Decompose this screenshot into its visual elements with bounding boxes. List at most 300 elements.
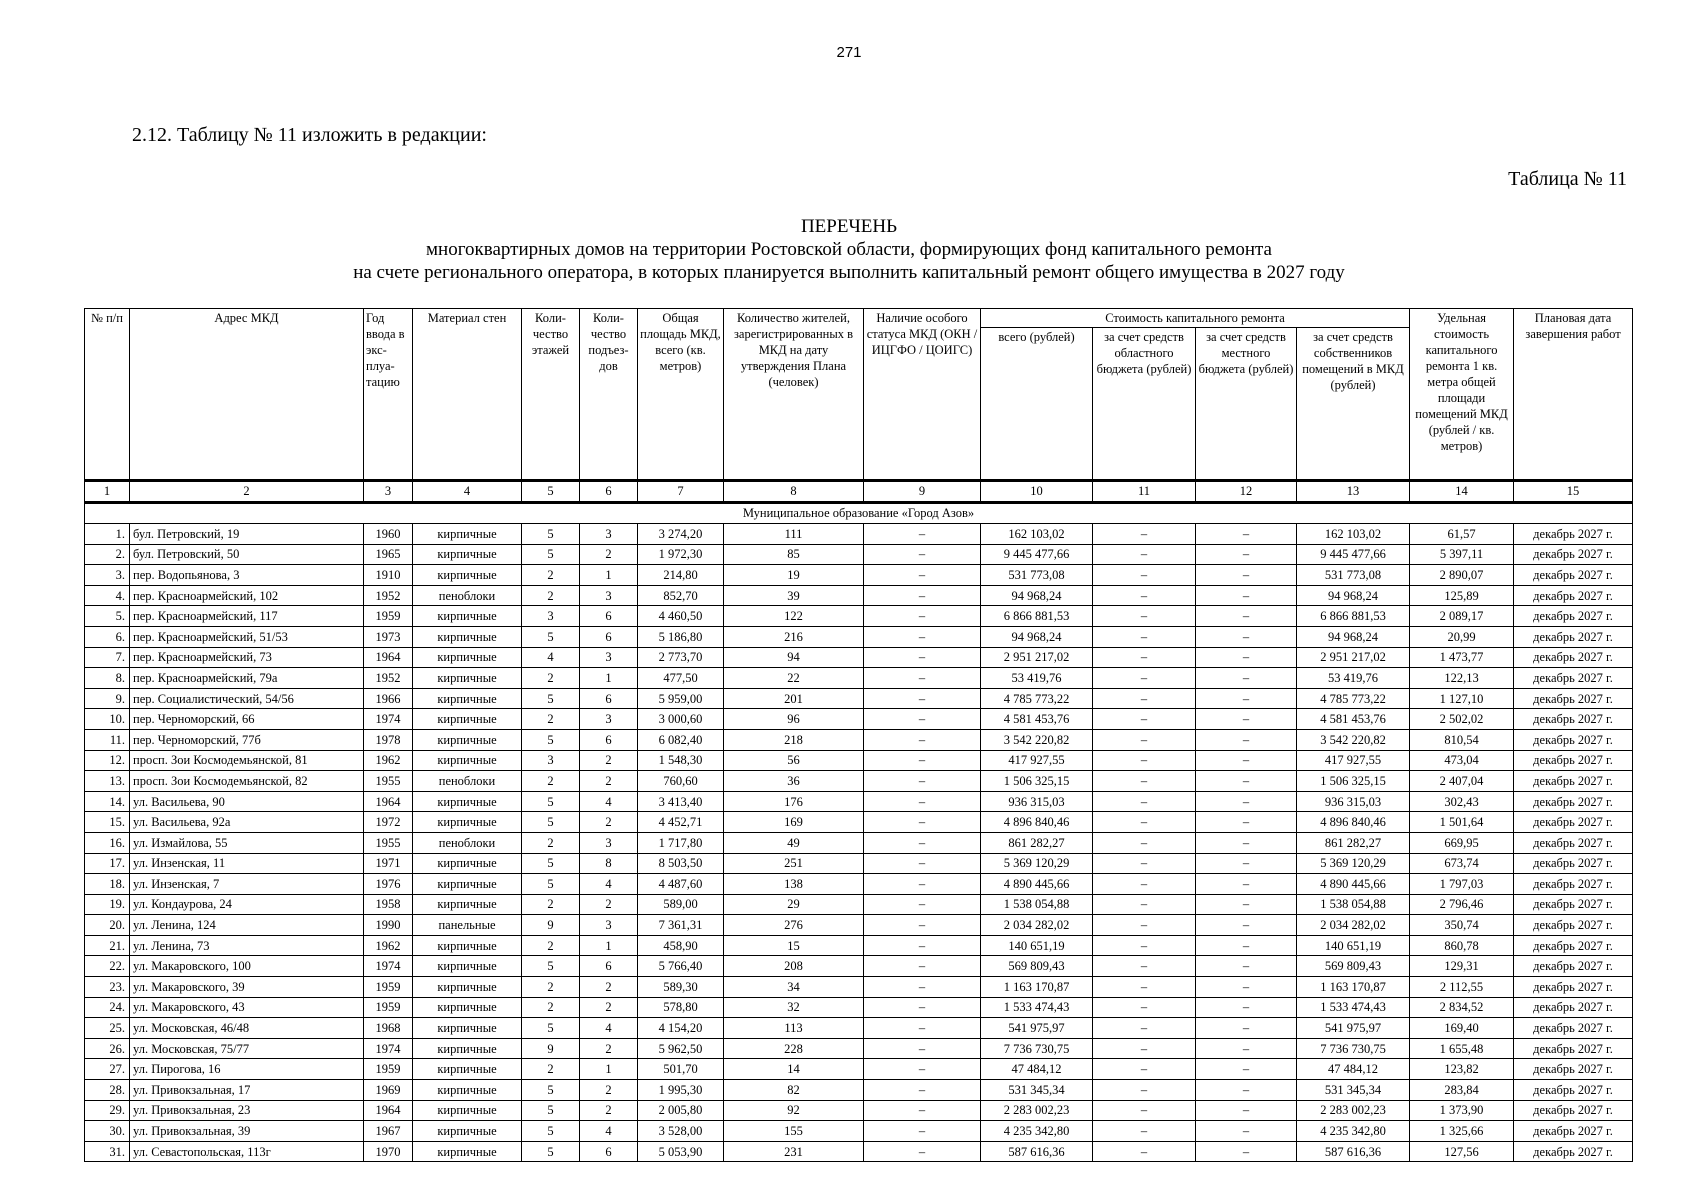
cell-completion-date: декабрь 2027 г. — [1514, 647, 1633, 668]
cell-total-area: 5 962,50 — [638, 1038, 724, 1059]
cell-total-area: 6 082,40 — [638, 729, 724, 750]
cell-special-status: – — [864, 997, 981, 1018]
cell-floors: 2 — [522, 585, 580, 606]
cell-special-status: – — [864, 853, 981, 874]
table-row — [85, 977, 1633, 998]
cell-cost-owners: 4 785 773,22 — [1297, 688, 1410, 709]
cell-cost-local: – — [1196, 1018, 1297, 1039]
cell-year-built: 1910 — [364, 565, 413, 586]
cell-cost-local: – — [1196, 791, 1297, 812]
cell-special-status: – — [864, 668, 981, 689]
cell-year-built: 1959 — [364, 977, 413, 998]
cell-unit-cost: 1 797,03 — [1410, 874, 1514, 895]
cell-special-status: – — [864, 791, 981, 812]
cell-cost-local: – — [1196, 709, 1297, 730]
header-special-status: Наличие особого статуса МКД (ОКН / ИЦГФО / ЦОИГС) — [864, 309, 981, 481]
table-row — [85, 853, 1633, 874]
column-number: 8 — [724, 481, 864, 503]
cell-entrances: 3 — [580, 832, 638, 853]
cell-cost-local: – — [1196, 729, 1297, 750]
table-row — [85, 544, 1633, 565]
cell-entrances: 2 — [580, 1080, 638, 1101]
column-number: 15 — [1514, 481, 1633, 503]
cell-row-number: 9. — [85, 688, 130, 709]
cell-address: пер. Черноморский, 77б — [130, 729, 364, 750]
cell-completion-date: декабрь 2027 г. — [1514, 894, 1633, 915]
cell-residents: 39 — [724, 585, 864, 606]
cell-cost-regional: – — [1093, 1038, 1196, 1059]
cell-cost-total: 6 866 881,53 — [981, 606, 1093, 627]
cell-cost-local: – — [1196, 771, 1297, 792]
table-row — [85, 668, 1633, 689]
cell-unit-cost: 2 796,46 — [1410, 894, 1514, 915]
cell-residents: 216 — [724, 626, 864, 647]
table-row — [85, 585, 1633, 606]
cell-wall-material: кирпичные — [413, 997, 522, 1018]
cell-year-built: 1978 — [364, 729, 413, 750]
cell-special-status: – — [864, 750, 981, 771]
cell-residents: 22 — [724, 668, 864, 689]
table-row — [85, 791, 1633, 812]
cell-cost-total: 4 581 453,76 — [981, 709, 1093, 730]
cell-address: пер. Красноармейский, 73 — [130, 647, 364, 668]
cell-completion-date: декабрь 2027 г. — [1514, 729, 1633, 750]
cell-cost-regional: – — [1093, 791, 1196, 812]
cell-unit-cost: 20,99 — [1410, 626, 1514, 647]
column-number: 1 — [85, 481, 130, 503]
cell-floors: 5 — [522, 524, 580, 545]
cell-cost-total: 4 890 445,66 — [981, 874, 1093, 895]
cell-residents: 15 — [724, 935, 864, 956]
cell-cost-total: 1 533 474,43 — [981, 997, 1093, 1018]
cell-special-status: – — [864, 606, 981, 627]
cell-residents: 176 — [724, 791, 864, 812]
cell-completion-date: декабрь 2027 г. — [1514, 688, 1633, 709]
cell-unit-cost: 1 473,77 — [1410, 647, 1514, 668]
cell-cost-local: – — [1196, 935, 1297, 956]
table-row — [85, 750, 1633, 771]
cell-special-status: – — [864, 524, 981, 545]
cell-entrances: 1 — [580, 668, 638, 689]
cell-entrances: 4 — [580, 1018, 638, 1039]
table-row — [85, 626, 1633, 647]
cell-cost-owners: 531 773,08 — [1297, 565, 1410, 586]
cell-entrances: 4 — [580, 1121, 638, 1142]
cell-row-number: 12. — [85, 750, 130, 771]
cell-floors: 2 — [522, 935, 580, 956]
cell-special-status: – — [864, 1141, 981, 1162]
cell-address: ул. Московская, 75/77 — [130, 1038, 364, 1059]
cell-completion-date: декабрь 2027 г. — [1514, 935, 1633, 956]
cell-cost-owners: 3 542 220,82 — [1297, 729, 1410, 750]
cell-cost-local: – — [1196, 544, 1297, 565]
cell-row-number: 17. — [85, 853, 130, 874]
cell-entrances: 2 — [580, 771, 638, 792]
cell-address: бул. Петровский, 50 — [130, 544, 364, 565]
cell-residents: 29 — [724, 894, 864, 915]
cell-address: пер. Красноармейский, 51/53 — [130, 626, 364, 647]
cell-floors: 5 — [522, 1141, 580, 1162]
cell-wall-material: пеноблоки — [413, 771, 522, 792]
cell-wall-material: панельные — [413, 915, 522, 936]
cell-cost-total: 569 809,43 — [981, 956, 1093, 977]
table-row — [85, 874, 1633, 895]
cell-cost-local: – — [1196, 874, 1297, 895]
cell-address: ул. Макаровского, 100 — [130, 956, 364, 977]
header-residents: Количество жителей, зарегистрированных в МКД на дату утверждения Плана (человек) — [724, 309, 864, 481]
table-row — [85, 915, 1633, 936]
cell-wall-material: кирпичные — [413, 524, 522, 545]
cell-year-built: 1952 — [364, 585, 413, 606]
table-row — [85, 997, 1633, 1018]
cell-address: ул. Привокзальная, 39 — [130, 1121, 364, 1142]
header-year: Год ввода в экс-плуа-тацию — [364, 309, 413, 481]
cell-residents: 94 — [724, 647, 864, 668]
cell-year-built: 1959 — [364, 606, 413, 627]
cell-wall-material: кирпичные — [413, 1080, 522, 1101]
cell-cost-owners: 6 866 881,53 — [1297, 606, 1410, 627]
cell-cost-owners: 1 538 054,88 — [1297, 894, 1410, 915]
cell-total-area: 4 154,20 — [638, 1018, 724, 1039]
cell-cost-local: – — [1196, 956, 1297, 977]
document-title — [0, 215, 1698, 284]
cell-address: пер. Черноморский, 66 — [130, 709, 364, 730]
cell-row-number: 25. — [85, 1018, 130, 1039]
cell-row-number: 23. — [85, 977, 130, 998]
cell-floors: 2 — [522, 977, 580, 998]
cell-wall-material: кирпичные — [413, 1059, 522, 1080]
table-row — [85, 565, 1633, 586]
cell-entrances: 2 — [580, 544, 638, 565]
cell-special-status: – — [864, 1080, 981, 1101]
cell-address: ул. Макаровского, 39 — [130, 977, 364, 998]
cell-completion-date: декабрь 2027 г. — [1514, 524, 1633, 545]
cell-floors: 5 — [522, 626, 580, 647]
cell-total-area: 1 995,30 — [638, 1080, 724, 1101]
table-label: Таблица № 11 — [1508, 168, 1627, 190]
cell-cost-local: – — [1196, 606, 1297, 627]
cell-year-built: 1964 — [364, 647, 413, 668]
cell-year-built: 1962 — [364, 935, 413, 956]
cell-cost-local: – — [1196, 565, 1297, 586]
cell-cost-regional: – — [1093, 524, 1196, 545]
cell-unit-cost: 673,74 — [1410, 853, 1514, 874]
cell-cost-total: 2 951 217,02 — [981, 647, 1093, 668]
cell-row-number: 10. — [85, 709, 130, 730]
cell-entrances: 6 — [580, 606, 638, 627]
cell-wall-material: кирпичные — [413, 791, 522, 812]
cell-residents: 201 — [724, 688, 864, 709]
cell-entrances: 3 — [580, 709, 638, 730]
cell-row-number: 6. — [85, 626, 130, 647]
cell-total-area: 4 487,60 — [638, 874, 724, 895]
cell-address: ул. Ленина, 124 — [130, 915, 364, 936]
cell-wall-material: кирпичные — [413, 688, 522, 709]
cell-entrances: 3 — [580, 585, 638, 606]
cell-residents: 251 — [724, 853, 864, 874]
cell-unit-cost: 2 502,02 — [1410, 709, 1514, 730]
cell-entrances: 2 — [580, 997, 638, 1018]
cell-cost-local: – — [1196, 688, 1297, 709]
cell-cost-owners: 1 163 170,87 — [1297, 977, 1410, 998]
cell-special-status: – — [864, 688, 981, 709]
cell-completion-date: декабрь 2027 г. — [1514, 791, 1633, 812]
cell-row-number: 29. — [85, 1100, 130, 1121]
cell-total-area: 8 503,50 — [638, 853, 724, 874]
cell-total-area: 1 972,30 — [638, 544, 724, 565]
cell-special-status: – — [864, 1059, 981, 1080]
cell-cost-local: – — [1196, 997, 1297, 1018]
cell-cost-owners: 569 809,43 — [1297, 956, 1410, 977]
cell-year-built: 1974 — [364, 709, 413, 730]
cell-floors: 3 — [522, 750, 580, 771]
cell-year-built: 1971 — [364, 853, 413, 874]
cell-cost-regional: – — [1093, 626, 1196, 647]
cell-wall-material: пеноблоки — [413, 585, 522, 606]
cell-cost-local: – — [1196, 585, 1297, 606]
cell-residents: 169 — [724, 812, 864, 833]
cell-residents: 155 — [724, 1121, 864, 1142]
cell-completion-date: декабрь 2027 г. — [1514, 544, 1633, 565]
table-row — [85, 1121, 1633, 1142]
cell-floors: 9 — [522, 915, 580, 936]
cell-cost-local: – — [1196, 1059, 1297, 1080]
header-wall-material: Материал стен — [413, 309, 522, 481]
column-number: 13 — [1297, 481, 1410, 503]
cell-cost-total: 861 282,27 — [981, 832, 1093, 853]
cell-residents: 228 — [724, 1038, 864, 1059]
cell-special-status: – — [864, 832, 981, 853]
cell-wall-material: кирпичные — [413, 935, 522, 956]
cell-cost-regional: – — [1093, 606, 1196, 627]
cell-cost-total: 1 506 325,15 — [981, 771, 1093, 792]
cell-total-area: 589,00 — [638, 894, 724, 915]
cell-cost-regional: – — [1093, 668, 1196, 689]
cell-cost-total: 1 163 170,87 — [981, 977, 1093, 998]
cell-entrances: 1 — [580, 935, 638, 956]
cell-row-number: 27. — [85, 1059, 130, 1080]
cell-cost-regional: – — [1093, 915, 1196, 936]
cell-floors: 5 — [522, 956, 580, 977]
cell-floors: 5 — [522, 1080, 580, 1101]
table-row — [85, 935, 1633, 956]
cell-address: ул. Привокзальная, 23 — [130, 1100, 364, 1121]
cell-cost-total: 94 968,24 — [981, 626, 1093, 647]
cell-cost-total: 2 283 002,23 — [981, 1100, 1093, 1121]
cell-unit-cost: 2 890,07 — [1410, 565, 1514, 586]
cell-residents: 19 — [724, 565, 864, 586]
houses-table — [84, 308, 1633, 1162]
cell-entrances: 4 — [580, 791, 638, 812]
cell-cost-local: – — [1196, 1038, 1297, 1059]
cell-cost-local: – — [1196, 1141, 1297, 1162]
cell-address: ул. Инзенская, 7 — [130, 874, 364, 895]
cell-row-number: 26. — [85, 1038, 130, 1059]
cell-residents: 138 — [724, 874, 864, 895]
cell-unit-cost: 2 834,52 — [1410, 997, 1514, 1018]
cell-unit-cost: 61,57 — [1410, 524, 1514, 545]
cell-cost-total: 5 369 120,29 — [981, 853, 1093, 874]
header-completion-date: Плановая дата завершения работ — [1514, 309, 1633, 481]
cell-cost-owners: 2 951 217,02 — [1297, 647, 1410, 668]
cell-year-built: 1955 — [364, 832, 413, 853]
cell-address: бул. Петровский, 19 — [130, 524, 364, 545]
cell-year-built: 1967 — [364, 1121, 413, 1142]
cell-unit-cost: 169,40 — [1410, 1018, 1514, 1039]
cell-total-area: 3 528,00 — [638, 1121, 724, 1142]
cell-cost-owners: 47 484,12 — [1297, 1059, 1410, 1080]
cell-cost-total: 4 785 773,22 — [981, 688, 1093, 709]
cell-total-area: 5 959,00 — [638, 688, 724, 709]
cell-row-number: 4. — [85, 585, 130, 606]
cell-residents: 218 — [724, 729, 864, 750]
cell-entrances: 6 — [580, 626, 638, 647]
cell-cost-total: 94 968,24 — [981, 585, 1093, 606]
cell-floors: 5 — [522, 544, 580, 565]
cell-wall-material: кирпичные — [413, 894, 522, 915]
header-cost-total: всего (рублей) — [981, 328, 1093, 481]
cell-year-built: 1960 — [364, 524, 413, 545]
cell-completion-date: декабрь 2027 г. — [1514, 709, 1633, 730]
cell-wall-material: кирпичные — [413, 812, 522, 833]
cell-cost-local: – — [1196, 977, 1297, 998]
cell-entrances: 2 — [580, 812, 638, 833]
cell-year-built: 1964 — [364, 1100, 413, 1121]
cell-total-area: 477,50 — [638, 668, 724, 689]
cell-completion-date: декабрь 2027 г. — [1514, 915, 1633, 936]
cell-cost-owners: 2 034 282,02 — [1297, 915, 1410, 936]
cell-cost-owners: 1 533 474,43 — [1297, 997, 1410, 1018]
cell-address: просп. Зои Космодемьянской, 81 — [130, 750, 364, 771]
cell-cost-regional: – — [1093, 729, 1196, 750]
cell-completion-date: декабрь 2027 г. — [1514, 956, 1633, 977]
cell-unit-cost: 127,56 — [1410, 1141, 1514, 1162]
cell-wall-material: кирпичные — [413, 1121, 522, 1142]
cell-row-number: 18. — [85, 874, 130, 895]
table-body — [85, 524, 1633, 1162]
cell-cost-local: – — [1196, 647, 1297, 668]
cell-cost-regional: – — [1093, 771, 1196, 792]
header-cost-local: за счет средств местного бюджета (рублей) — [1196, 328, 1297, 481]
cell-completion-date: декабрь 2027 г. — [1514, 565, 1633, 586]
column-number: 7 — [638, 481, 724, 503]
cell-floors: 5 — [522, 688, 580, 709]
cell-cost-total: 531 773,08 — [981, 565, 1093, 586]
cell-unit-cost: 125,89 — [1410, 585, 1514, 606]
cell-cost-total: 541 975,97 — [981, 1018, 1093, 1039]
cell-floors: 5 — [522, 1018, 580, 1039]
cell-cost-regional: – — [1093, 832, 1196, 853]
cell-cost-local: – — [1196, 853, 1297, 874]
cell-residents: 14 — [724, 1059, 864, 1080]
cell-cost-total: 3 542 220,82 — [981, 729, 1093, 750]
cell-wall-material: кирпичные — [413, 606, 522, 627]
header-number: № п/п — [85, 309, 130, 481]
cell-completion-date: декабрь 2027 г. — [1514, 771, 1633, 792]
cell-cost-regional: – — [1093, 585, 1196, 606]
cell-floors: 2 — [522, 709, 580, 730]
cell-year-built: 1972 — [364, 812, 413, 833]
cell-cost-total: 531 345,34 — [981, 1080, 1093, 1101]
table-row — [85, 1141, 1633, 1162]
cell-cost-regional: – — [1093, 565, 1196, 586]
cell-address: ул. Севастопольская, 113г — [130, 1141, 364, 1162]
cell-residents: 231 — [724, 1141, 864, 1162]
cell-address: ул. Привокзальная, 17 — [130, 1080, 364, 1101]
cell-completion-date: декабрь 2027 г. — [1514, 750, 1633, 771]
cell-total-area: 1 717,80 — [638, 832, 724, 853]
cell-cost-total: 53 419,76 — [981, 668, 1093, 689]
cell-cost-total: 587 616,36 — [981, 1141, 1093, 1162]
cell-entrances: 2 — [580, 1100, 638, 1121]
cell-wall-material: кирпичные — [413, 709, 522, 730]
cell-address: ул. Васильева, 90 — [130, 791, 364, 812]
cell-residents: 85 — [724, 544, 864, 565]
cell-total-area: 2 005,80 — [638, 1100, 724, 1121]
cell-entrances: 3 — [580, 524, 638, 545]
cell-cost-regional: – — [1093, 1121, 1196, 1142]
cell-wall-material: кирпичные — [413, 729, 522, 750]
cell-cost-owners: 162 103,02 — [1297, 524, 1410, 545]
cell-row-number: 13. — [85, 771, 130, 792]
cell-year-built: 1973 — [364, 626, 413, 647]
cell-completion-date: декабрь 2027 г. — [1514, 1038, 1633, 1059]
cell-completion-date: декабрь 2027 г. — [1514, 853, 1633, 874]
cell-cost-local: – — [1196, 915, 1297, 936]
cell-floors: 5 — [522, 791, 580, 812]
header-cost-group: Стоимость капитального ремонта — [981, 309, 1410, 328]
cell-wall-material: кирпичные — [413, 1038, 522, 1059]
column-number-row — [85, 481, 1633, 503]
cell-cost-local: – — [1196, 524, 1297, 545]
cell-address: ул. Кондаурова, 24 — [130, 894, 364, 915]
table-row — [85, 647, 1633, 668]
cell-residents: 208 — [724, 956, 864, 977]
cell-special-status: – — [864, 1018, 981, 1039]
cell-cost-total: 162 103,02 — [981, 524, 1093, 545]
cell-completion-date: декабрь 2027 г. — [1514, 1059, 1633, 1080]
cell-cost-local: – — [1196, 894, 1297, 915]
cell-total-area: 3 000,60 — [638, 709, 724, 730]
cell-cost-regional: – — [1093, 894, 1196, 915]
cell-cost-regional: – — [1093, 1141, 1196, 1162]
column-number: 10 — [981, 481, 1093, 503]
cell-row-number: 14. — [85, 791, 130, 812]
cell-total-area: 5 053,90 — [638, 1141, 724, 1162]
cell-cost-owners: 4 890 445,66 — [1297, 874, 1410, 895]
cell-residents: 49 — [724, 832, 864, 853]
cell-unit-cost: 1 127,10 — [1410, 688, 1514, 709]
cell-address: пер. Водопьянова, 3 — [130, 565, 364, 586]
cell-floors: 5 — [522, 1121, 580, 1142]
cell-total-area: 501,70 — [638, 1059, 724, 1080]
cell-total-area: 760,60 — [638, 771, 724, 792]
section-title: Муниципальное образование «Город Азов» — [85, 503, 1633, 524]
header-total-area: Общая площадь МКД, всего (кв. метров) — [638, 309, 724, 481]
cell-year-built: 1968 — [364, 1018, 413, 1039]
cell-special-status: – — [864, 874, 981, 895]
cell-special-status: – — [864, 626, 981, 647]
cell-cost-regional: – — [1093, 709, 1196, 730]
cell-floors: 5 — [522, 729, 580, 750]
cell-total-area: 3 274,20 — [638, 524, 724, 545]
cell-floors: 3 — [522, 606, 580, 627]
cell-total-area: 5 766,40 — [638, 956, 724, 977]
cell-wall-material: кирпичные — [413, 668, 522, 689]
cell-row-number: 31. — [85, 1141, 130, 1162]
cell-wall-material: кирпичные — [413, 874, 522, 895]
cell-row-number: 8. — [85, 668, 130, 689]
